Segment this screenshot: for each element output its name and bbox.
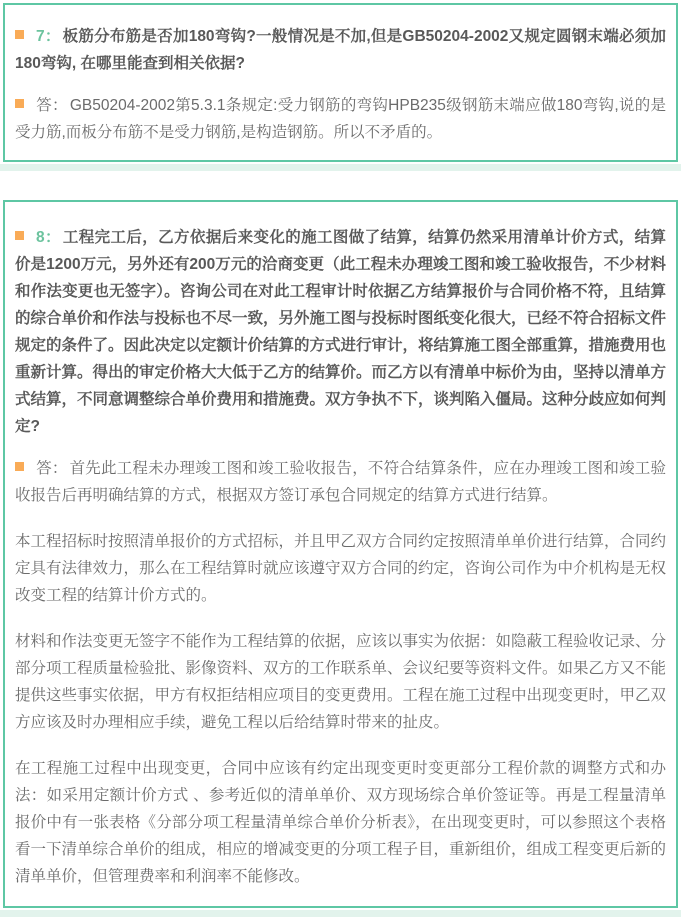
- answer-text: GB50204-2002第5.3.1条规定:受力钢筋的弯钩HPB235级钢筋末端应做180弯钩,说的是受力筋,而板分布筋不是受力钢筋,是构造钢筋。所以不矛盾的。: [15, 97, 666, 141]
- answer-text: 首先此工程未办理竣工图和竣工验收报告，不符合结算条件，应在办理竣工图和竣工验收报告后再明确结算的方式，根据双方签订承包合同规定的结算方式进行结算。: [15, 460, 666, 504]
- answer-paragraph: 材料和作法变更无签字不能作为工程结算的依据，应该以事实为依据：如隐蔽工程验收记录、分部分项工程质量检验批、影像资料、双方的工作联系单、会议纪要等资料文件。如果乙方又不能提供这些事实依据，甲方有权拒结相应项目的变更费用。工程在施工过程中出现变更时，甲乙双方应该及时办理相应手续，避免工程以后给结算时带来的扯皮。: [15, 633, 667, 731]
- question-text: 工程完工后，乙方依据后来变化的施工图做了结算，结算仍然采用清单计价方式，结算价是1200万元，另外还有200万元的洽商变更（此工程未办理竣工图和竣工验收报告，不少材料和作法变更也无签字）。咨询公司在对此工程审计时依据乙方结算报价与合同价格不符，且结算的综合单价和作法与投标也不尽一致，另外施工图与投标时图纸变化很大，已经不符合招标文件规定的条件了。因此决定以定额计价结算的方式进行审计，将结算施工图全部重算，措施费用也重新计算。得出的审定价格大大低于乙方的结算价。而乙方以有清单中标价为由，坚持以清单方式结算，不同意调整综合单价费用和措施费。双方争执不下，谈判陷入僵局。这种分歧应如何判定?: [15, 229, 667, 435]
- answer-8: [15, 455, 666, 509]
- answer-bullet-icon: [15, 462, 24, 471]
- answer-label: 答：: [36, 97, 68, 114]
- question-number: 7：: [36, 28, 61, 45]
- question-7: [15, 23, 666, 77]
- answer-paragraph: 本工程招标时按照清单报价的方式招标，并且甲乙双方合同约定按照清单单价进行结算，合同约定具有法律效力，那么在工程结算时就应该遵守双方合同的约定，咨询公司作为中介机构是无权改变工程的结算计价方式的。: [15, 533, 667, 604]
- question-text: 板筋分布筋是否加180弯钩?一般情况是不加,但是GB50204-2002又规定圆钢末端必须加180弯钩, 在哪里能查到相关依据?: [15, 28, 666, 72]
- card-gap: [0, 171, 681, 200]
- qa-card-8: [3, 200, 678, 908]
- answer-bullet-icon: [15, 99, 24, 108]
- answer-label: 答：: [36, 460, 68, 477]
- question-bullet-icon: [15, 30, 24, 39]
- question-bullet-icon: [15, 231, 24, 240]
- answer-extra-paragraphs: [15, 528, 666, 890]
- question-8: [15, 224, 666, 440]
- answer-7: [15, 92, 666, 146]
- answer-paragraph: 在工程施工过程中出现变更，合同中应该有约定出现变更时变更部分工程价款的调整方式和办法：如采用定额计价方式 、参考近似的清单单价、双方现场综合单价签证等。再是工程量清单报价中有一张表格《分部分项工程量清单综合单价分析表》，在出现变更时，可以参照这个表格看一下清单综合单价的组成，相应的增减变更的分项工程子目，重新组价，组成工程变更后新的清单单价，但管理费率和利润率不能修改。: [15, 760, 667, 885]
- qa-card-7: [3, 3, 678, 162]
- card-shadow-strip: [0, 164, 681, 171]
- question-number: 8：: [36, 229, 61, 246]
- card-shadow-strip: [0, 910, 681, 917]
